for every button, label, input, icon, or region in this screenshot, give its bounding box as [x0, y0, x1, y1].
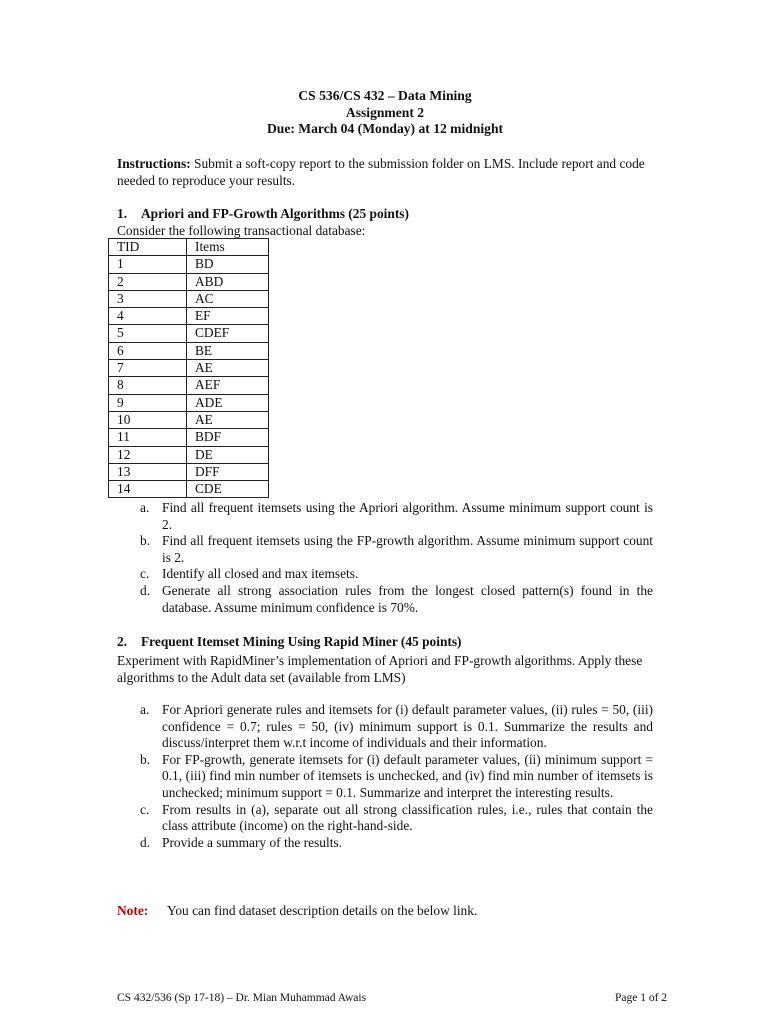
section-2-title	[117, 634, 462, 650]
tid-cell: 6	[109, 342, 187, 359]
items-cell: BD	[187, 256, 269, 273]
items-cell: CDE	[187, 481, 269, 498]
assignment-title: Assignment 2	[345, 104, 425, 120]
question-label: a.	[140, 500, 150, 515]
table-row	[109, 256, 269, 273]
items-cell: DFF	[187, 463, 269, 480]
question-text: Provide a summary of the results.	[162, 834, 342, 850]
tid-cell: 13	[109, 463, 187, 480]
items-cell: ADE	[187, 394, 269, 411]
table-row	[109, 342, 269, 359]
question-label: c.	[140, 566, 150, 582]
question-label: a.	[140, 702, 150, 717]
question-item	[117, 566, 653, 583]
question-label: b.	[140, 533, 151, 549]
course-title: CS 536/CS 432 – Data Mining	[298, 88, 472, 103]
items-cell: CDEF	[187, 325, 269, 342]
footer-left: CS 432/536 (Sp 17-18) – Dr. Mian Muhammad Awais	[117, 992, 367, 1004]
question-item	[117, 835, 653, 852]
tid-cell: 3	[109, 290, 187, 307]
tid-cell: 14	[109, 481, 187, 498]
document-header	[0, 88, 768, 138]
tid-cell: 4	[109, 308, 187, 325]
question-item	[117, 533, 653, 566]
items-cell: ABD	[187, 273, 269, 290]
table-row	[109, 377, 269, 394]
table-row	[109, 290, 269, 307]
note	[117, 903, 477, 919]
tid-cell: 1	[109, 256, 187, 273]
items-cell: AE	[187, 360, 269, 377]
instructions	[117, 155, 653, 189]
note-text: You can find dataset description details on the below link.	[167, 903, 478, 918]
question-label: d.	[140, 582, 151, 598]
tid-cell: 8	[109, 377, 187, 394]
items-cell: AEF	[187, 377, 269, 394]
items-cell: AE	[187, 411, 269, 428]
question-text: For FP-growth, generate itemsets for (i) default parameter values, (ii) minimum support = 0.1, (iii) find min number of itemsets is unchecked, and (iv) find min number of itemsets is unchecked; minimum support = 0.1. Summarize and interpret the interesting results.	[162, 751, 653, 800]
question-item	[117, 802, 653, 835]
tid-cell: 12	[109, 446, 187, 463]
section-1-number: 1.	[117, 206, 128, 221]
transaction-table	[108, 238, 269, 498]
items-cell: DE	[187, 446, 269, 463]
question-item	[117, 702, 653, 752]
question-item	[117, 583, 653, 616]
question-text: From results in (a), separate out all strong classification rules, i.e., rules that contain the class attribute (income) on the right-hand-side.	[162, 801, 653, 834]
question-text: For Apriori generate rules and itemsets for (i) default parameter values, (ii) rules = 50, (iii) confidence = 0.7; rules = 50, (iv) minimum support is 0.1. Summarize the results and discuss/interpret them w.r.t income of individuals and their information.	[162, 702, 653, 751]
table-row	[109, 325, 269, 342]
section-1-intro: Consider the following transactional database:	[117, 223, 366, 238]
table-row	[109, 360, 269, 377]
table-row	[109, 446, 269, 463]
instructions-label: Instructions:	[117, 156, 191, 171]
table-header-row	[109, 239, 269, 256]
table-row	[109, 394, 269, 411]
table-header-items: Items	[187, 239, 269, 256]
table-row	[109, 411, 269, 428]
due-date: Due: March 04 (Monday) at 12 midnight	[266, 121, 504, 136]
tid-cell: 9	[109, 394, 187, 411]
question-text: Find all frequent itemsets using the FP-growth algorithm. Assume minimum support count is 2.	[162, 533, 653, 565]
section-1-title	[117, 206, 409, 222]
tid-cell: 7	[109, 360, 187, 377]
section-1-heading: Apriori and FP-Growth Algorithms (25 points)	[141, 206, 409, 221]
section-1-questions	[117, 500, 653, 616]
question-item	[117, 500, 653, 533]
instructions-text: Submit a soft-copy report to the submission folder on LMS. Include report and code needed to reproduce your results.	[117, 156, 645, 188]
question-text: Generate all strong association rules from the longest closed pattern(s) found in the database. Assume minimum confidence is 70%.	[162, 582, 653, 615]
table-header-tid: TID	[109, 239, 187, 256]
question-text: Identify all closed and max itemsets.	[162, 566, 359, 582]
question-item	[117, 752, 653, 802]
table-row	[109, 463, 269, 480]
section-2-questions	[117, 702, 653, 851]
section-2-number: 2.	[117, 634, 128, 649]
tid-cell: 2	[109, 273, 187, 290]
footer-page-number: Page 1 of 2	[615, 992, 668, 1004]
note-label: Note:	[117, 903, 149, 918]
items-cell: BDF	[187, 429, 269, 446]
table-row	[109, 429, 269, 446]
section-2-intro: Experiment with RapidMiner’s implementation of Apriori and FP-growth algorithms. Apply these algorithms to the Adult data set (available from LMS)	[117, 653, 643, 685]
tid-cell: 11	[109, 429, 187, 446]
question-label: d.	[140, 834, 151, 850]
items-cell: EF	[187, 308, 269, 325]
section-2-heading: Frequent Itemset Mining Using Rapid Miner (45 points)	[141, 634, 462, 649]
question-label: b.	[140, 751, 151, 767]
table-row	[109, 308, 269, 325]
table-row	[109, 273, 269, 290]
question-text: Find all frequent itemsets using the Apriori algorithm. Assume minimum support count is 2.	[162, 500, 653, 532]
tid-cell: 10	[109, 411, 187, 428]
items-cell: AC	[187, 290, 269, 307]
question-label: c.	[140, 801, 150, 817]
tid-cell: 5	[109, 325, 187, 342]
table-row	[109, 481, 269, 498]
items-cell: BE	[187, 342, 269, 359]
